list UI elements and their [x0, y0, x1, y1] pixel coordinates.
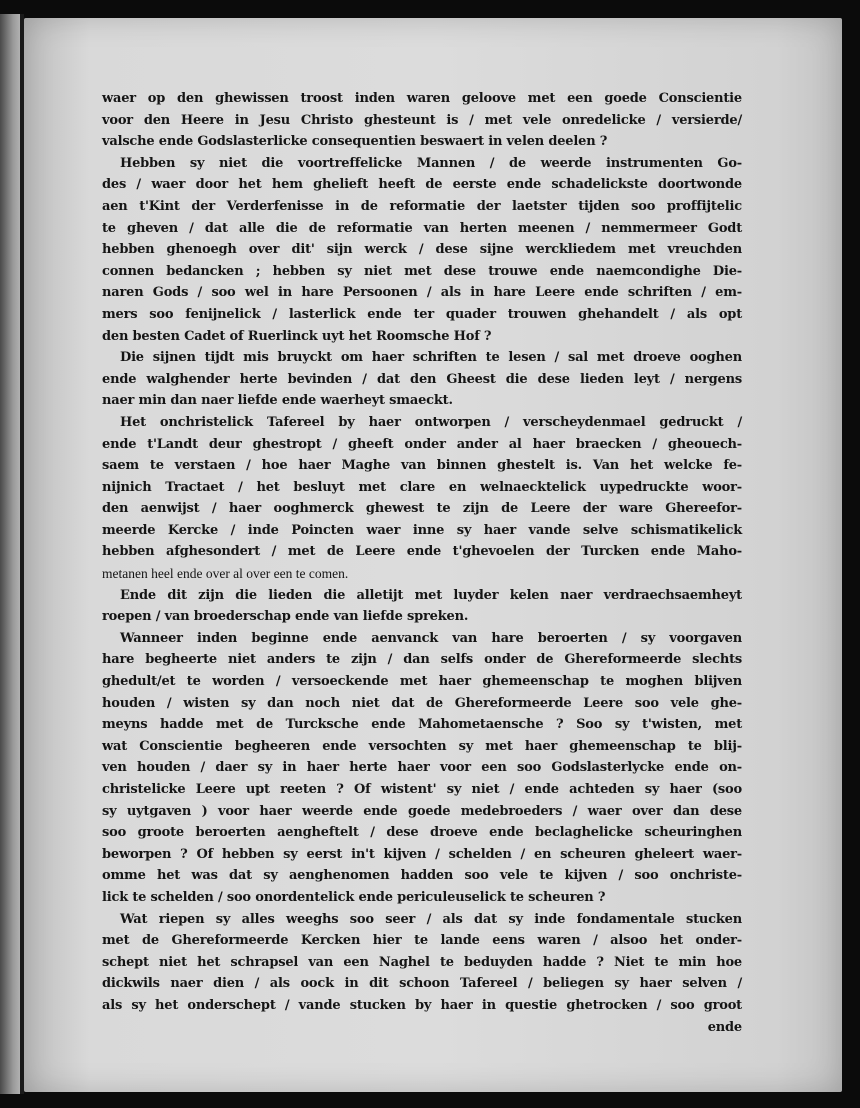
text-line: Wanneer inden beginne ende aenvanck van hare beroerten / sy voorgaven [120, 630, 742, 646]
text-line: Wat riepen sy alles weeghs soo seer / als dat sy inde fondamentale stucken [120, 911, 742, 927]
text-line: ghedult/et te worden / versoeckende met haer ghemeenschap te moghen blijven [102, 674, 742, 690]
text-line: omme het was dat sy aenghenomen hadden soo vele te kijven / soo onchriste- [102, 868, 742, 884]
text-line: met de Ghereformeerde Kercken hier te lande eens waren / alsoo het onder- [102, 933, 742, 949]
text-line: Het onchristelick Tafereel by haer ontworpen / verscheydenmael gedruckt / [120, 414, 742, 430]
text-line: waer op den ghewissen troost inden waren geloove met een goede Conscientie [102, 91, 742, 106]
text-line: mers soo fenijnelick / lasterlick ende ter quader trouwen ghehandelt / als opt [102, 306, 742, 322]
text-line: roepen / van broederschap ende van liefde spreken. [102, 609, 469, 625]
text-line: valsche ende Godslasterlicke consequentien beswaert in velen deelen ? [102, 134, 608, 150]
text-block [102, 88, 742, 1038]
text-line: sy uytgaven ) voor haer weerde ende goede medebroeders / waer over dan dese [102, 803, 742, 819]
text-line: Ende dit zijn die lieden die alletijt met luyder kelen naer verdraechsaemheyt [120, 587, 742, 603]
text-line: houden / wisten sy dan noch niet dat de Ghereformeerde Leere soo vele ghe- [102, 695, 742, 711]
text-line: beworpen ? Of hebben sy eerst in't kijven / schelden / en scheuren gheleert waer- [102, 846, 742, 862]
text-line: te gheven / dat alle die de reformatie van herten meenen / nemmermeer Godt [102, 220, 742, 236]
text-line: naer min dan naer liefde ende waerheyt smaeckt. [102, 393, 453, 409]
text-line: des / waer door het hem ghelieft heeft de eerste ende schadelickste doortwonde [102, 177, 742, 193]
text-line: als sy het onderschept / vande stucken by haer in questie ghetrocken / soo groot [102, 997, 742, 1013]
facing-page-edge [0, 14, 22, 1094]
text-line: hebben afghesondert / met de Leere ende t'ghevoelen der Turcken ende Maho- [102, 544, 742, 560]
text-line: soo groote beroerten aengheftelt / dese droeve ende beclaghelicke scheuringhen [102, 825, 742, 841]
printed-page [24, 18, 842, 1092]
text-line: ende walghender herte bevinden / dat den Gheest die dese lieden leyt / nergens [102, 371, 742, 387]
text-line: voor den Heere in Jesu Christo ghesteunt is / met vele onredelicke / versierde/ [102, 112, 742, 128]
text-line: saem te verstaen / hoe haer Maghe van binnen ghestelt is. Van het welcke fe- [102, 458, 742, 474]
text-line: metanen heel ende over al over een te comen. [102, 566, 349, 582]
text-line: connen bedancken ; hebben sy niet met dese trouwe ende naemcondighe Die- [102, 263, 742, 279]
catchword: ende [707, 1019, 742, 1035]
text-line: den aenwijst / haer ooghmerck ghewest te zijn de Leere der ware Ghereefor- [102, 501, 742, 517]
text-line: ven houden / daer sy in haer herte haer voor een soo Godslasterlycke ende on- [102, 760, 742, 776]
text-line: aen t'Kint der Verderfenisse in de reformatie der laetster tijden soo proffijtelic [102, 198, 742, 214]
text-line: ende t'Landt deur ghestropt / gheeft onder ander al haer braecken / gheouech- [102, 436, 742, 452]
text-line: nijnich Tractaet / het besluyt met clare en welnaecktelick uypedruckte woor- [102, 479, 742, 495]
text-line: wat Conscientie begheeren ende versochten sy met haer ghemeenschap te blij- [102, 738, 742, 754]
text-line: lick te schelden / soo onordentelick ende periculeuselick te scheuren ? [102, 889, 606, 905]
text-line: meerde Kercke / inde Poincten waer inne sy haer vande selve schismatikelick [102, 522, 742, 538]
text-line: naren Gods / soo wel in hare Persoonen / als in hare Leere ende schriften / em- [102, 285, 742, 301]
text-line: hebben ghenoegh over dit' sijn werck / dese sijne werckliedem met vreuchden [102, 242, 742, 258]
text-line: Hebben sy niet die voortreffelicke Mannen / de weerde instrumenten Go- [120, 155, 742, 171]
text-line: dickwils naer dien / als oock in dit schoon Tafereel / beliegen sy haer selven / [102, 976, 742, 992]
text-line: hare begheerte niet anders te zijn / dan selfs onder de Ghereformeerde slechts [102, 652, 742, 668]
text-line: Die sijnen tijdt mis bruyckt om haer schriften te lesen / sal met droeve ooghen [120, 350, 742, 366]
text-line: meyns hadde met de Turcksche ende Mahometaensche ? Soo sy t'wisten, met [102, 717, 742, 733]
text-line: christelicke Leere upt reeten ? Of wistent' sy niet / ende achteden sy haer (soo [102, 782, 742, 797]
text-line: schept niet het schrapsel van een Naghel te beduyden hadde ? Niet te min hoe [102, 954, 742, 970]
text-line: den besten Cadet of Ruerlinck uyt het Roomsche Hof ? [102, 328, 492, 344]
